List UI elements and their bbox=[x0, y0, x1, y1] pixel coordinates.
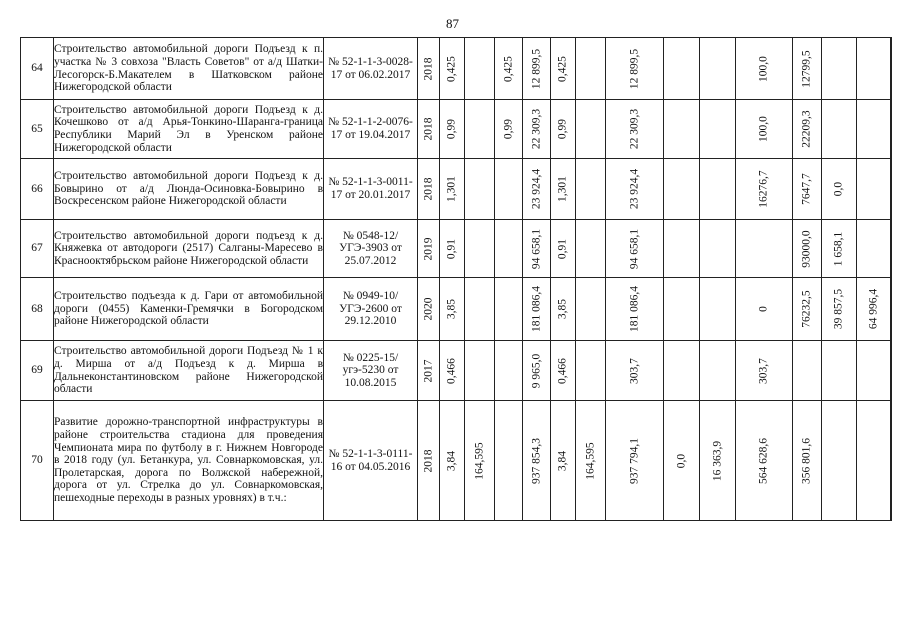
value-cell bbox=[736, 341, 793, 401]
value-text: 937 854,3 bbox=[530, 437, 543, 484]
value-cell bbox=[822, 38, 857, 100]
value-text: 12799,5 bbox=[800, 49, 813, 88]
value-cell bbox=[523, 220, 551, 278]
value-text: 0,99 bbox=[445, 118, 458, 140]
value-cell bbox=[418, 38, 440, 100]
value-text: 64 996,4 bbox=[867, 288, 880, 330]
value-text: 7647,7 bbox=[800, 173, 813, 205]
value-cell bbox=[700, 401, 736, 521]
value-text: 1 658,1 bbox=[832, 231, 845, 266]
value-text: 0,466 bbox=[445, 357, 458, 384]
value-cell bbox=[793, 341, 822, 401]
expertise-document: № 52-1-1-3-0111-16 от 04.05.2016 bbox=[324, 401, 418, 521]
value-cell bbox=[576, 100, 606, 159]
value-text: 12 899,5 bbox=[628, 48, 641, 89]
value-cell bbox=[664, 341, 700, 401]
value-text: 181 086,4 bbox=[628, 286, 641, 332]
table-row bbox=[21, 159, 892, 220]
row-number: 69 bbox=[21, 341, 54, 401]
value-cell bbox=[551, 341, 576, 401]
project-name: Строительство автомобильной дороги Подъезд к д. Кочешково от а/д Арья-Тонкино-Шаранга-граница Республики Марий Эл в Уренском районе Нижегородской области bbox=[54, 100, 324, 159]
table-row bbox=[21, 341, 892, 401]
project-name: Строительство автомобильной дороги Подъезд к п. участка № 3 совхоза "Власть Советов" от а/д Шатки-Лесогорск-Б.Макателем в Шатковском районе Нижегородской области bbox=[54, 38, 324, 100]
value-cell bbox=[465, 38, 495, 100]
value-text: 39 857,5 bbox=[832, 288, 845, 330]
value-text bbox=[891, 122, 892, 136]
value-cell bbox=[700, 159, 736, 220]
value-cell bbox=[576, 401, 606, 521]
value-text: 0,466 bbox=[556, 357, 569, 384]
value-cell bbox=[551, 278, 576, 341]
value-text: 3,84 bbox=[445, 450, 458, 471]
value-text: 2020 bbox=[422, 297, 435, 321]
value-cell bbox=[418, 159, 440, 220]
value-text: 0,99 bbox=[556, 118, 569, 140]
value-cell bbox=[736, 159, 793, 220]
value-cell bbox=[606, 401, 664, 521]
value-text: 164,595 bbox=[473, 441, 486, 480]
value-cell bbox=[700, 220, 736, 278]
value-cell bbox=[465, 159, 495, 220]
value-text: 0,91 bbox=[556, 238, 569, 259]
value-cell bbox=[440, 159, 465, 220]
expertise-document: № 0225-15/угэ-5230 от 10.08.2015 bbox=[324, 341, 418, 401]
value-cell bbox=[606, 341, 664, 401]
value-text: 0,0 bbox=[832, 181, 845, 197]
value-cell bbox=[440, 38, 465, 100]
value-text: 100,0 bbox=[757, 55, 770, 82]
value-text bbox=[891, 241, 892, 255]
value-cell bbox=[664, 401, 700, 521]
value-text: 12 899,5 bbox=[530, 48, 543, 89]
value-text bbox=[891, 453, 892, 467]
value-text: 23 924,4 bbox=[628, 168, 641, 210]
value-cell bbox=[857, 38, 891, 100]
value-cell bbox=[891, 278, 892, 341]
value-cell bbox=[606, 220, 664, 278]
value-cell bbox=[664, 159, 700, 220]
value-text: 0,425 bbox=[445, 55, 458, 82]
value-text: 94 658,1 bbox=[530, 228, 543, 269]
value-cell bbox=[551, 220, 576, 278]
row-number: 65 bbox=[21, 100, 54, 159]
value-cell bbox=[793, 278, 822, 341]
value-cell bbox=[495, 278, 523, 341]
value-cell bbox=[440, 220, 465, 278]
row-number: 67 bbox=[21, 220, 54, 278]
expertise-document: № 0548-12/УГЭ-3903 от 25.07.2012 bbox=[324, 220, 418, 278]
expertise-document: № 52-1-1-3-0011-17 от 20.01.2017 bbox=[324, 159, 418, 220]
value-text: 937 794,1 bbox=[628, 437, 641, 484]
value-text: 22 309,3 bbox=[530, 108, 543, 150]
value-cell bbox=[857, 159, 891, 220]
value-text: 3,85 bbox=[556, 298, 569, 320]
table-row bbox=[21, 401, 892, 521]
value-cell bbox=[736, 220, 793, 278]
value-cell bbox=[551, 100, 576, 159]
value-cell bbox=[700, 38, 736, 100]
value-cell bbox=[576, 278, 606, 341]
value-cell bbox=[465, 341, 495, 401]
value-text: 1,301 bbox=[556, 176, 569, 202]
value-cell bbox=[822, 401, 857, 521]
value-cell bbox=[793, 401, 822, 521]
value-cell bbox=[606, 278, 664, 341]
value-text bbox=[891, 363, 892, 377]
value-cell bbox=[551, 159, 576, 220]
value-text bbox=[891, 182, 892, 196]
value-cell bbox=[891, 38, 892, 100]
value-cell bbox=[465, 401, 495, 521]
value-text: 2018 bbox=[422, 449, 435, 472]
project-name: Строительство подъезда к д. Гари от автомобильной дороги (0455) Каменки-Гремячки в Богородском районе Нижегородской области bbox=[54, 278, 324, 341]
value-text: 93000,0 bbox=[800, 229, 813, 268]
value-cell bbox=[440, 401, 465, 521]
project-name: Строительство автомобильной дороги подъезд к д. Княжевка от автодороги (2517) Салганы-Маресево в Краснооктябрьском районе Нижегородской области bbox=[54, 220, 324, 278]
value-text: 0,425 bbox=[556, 55, 569, 82]
value-cell bbox=[495, 220, 523, 278]
value-text: 0,91 bbox=[445, 238, 458, 259]
value-cell bbox=[700, 100, 736, 159]
value-cell bbox=[440, 341, 465, 401]
value-cell bbox=[736, 278, 793, 341]
value-cell bbox=[606, 159, 664, 220]
value-text: 0,0 bbox=[675, 453, 688, 468]
row-number: 70 bbox=[21, 401, 54, 521]
value-cell bbox=[418, 220, 440, 278]
value-cell bbox=[606, 38, 664, 100]
value-cell bbox=[523, 278, 551, 341]
value-text: 2018 bbox=[422, 177, 435, 201]
value-cell bbox=[891, 100, 892, 159]
value-text: 2017 bbox=[422, 359, 435, 382]
value-cell bbox=[736, 100, 793, 159]
page-number: 87 bbox=[446, 16, 459, 31]
value-cell bbox=[440, 100, 465, 159]
value-cell bbox=[664, 220, 700, 278]
value-cell bbox=[700, 278, 736, 341]
expertise-document: № 52-1-1-3-0028-17 от 06.02.2017 bbox=[324, 38, 418, 100]
value-text: 0,425 bbox=[502, 55, 515, 82]
value-cell bbox=[700, 341, 736, 401]
value-cell bbox=[418, 278, 440, 341]
project-name: Развитие дорожно-транспортной инфраструктуры в районе строительства стадиона для проведения Чемпионата мира по футболу в г. Нижнем Новгороде в 2018 году (ул. Бетанкура, ул. Совнаркомовская, ул. Пролетарская, дорога по Волжской набережной, дорога от ул. Стрелка до ул. Совнаркомовская, пешеходные переходы в разных уровнях) в т.ч.: bbox=[54, 401, 324, 521]
value-cell bbox=[664, 38, 700, 100]
value-text: 2018 bbox=[422, 57, 435, 80]
table-row bbox=[21, 278, 892, 341]
table-row bbox=[21, 100, 892, 159]
value-cell bbox=[465, 100, 495, 159]
value-cell bbox=[857, 278, 891, 341]
value-cell bbox=[523, 159, 551, 220]
value-cell bbox=[793, 38, 822, 100]
value-text bbox=[891, 302, 892, 316]
value-text: 22 309,3 bbox=[628, 108, 641, 150]
value-cell bbox=[822, 159, 857, 220]
value-cell bbox=[793, 220, 822, 278]
projects-table bbox=[20, 37, 892, 521]
value-cell bbox=[891, 220, 892, 278]
value-cell bbox=[418, 100, 440, 159]
value-cell bbox=[523, 401, 551, 521]
project-name: Строительство автомобильной дороги Подъезд № 1 к д. Мирша от а/д Подъезд к д. Мирша в Дальнеконстантиновском районе Нижегородской области bbox=[54, 341, 324, 401]
expertise-document: № 0949-10/УГЭ-2600 от 29.12.2010 bbox=[324, 278, 418, 341]
value-cell bbox=[857, 220, 891, 278]
value-cell bbox=[418, 341, 440, 401]
value-cell bbox=[822, 100, 857, 159]
value-text: 22209,3 bbox=[800, 110, 813, 148]
value-text: 3,85 bbox=[445, 298, 458, 320]
value-cell bbox=[495, 100, 523, 159]
value-text: 303,7 bbox=[757, 357, 770, 384]
table-row bbox=[21, 220, 892, 278]
value-cell bbox=[495, 401, 523, 521]
value-text: 356 801,6 bbox=[800, 437, 813, 484]
value-cell bbox=[891, 341, 892, 401]
value-cell bbox=[822, 341, 857, 401]
value-cell bbox=[523, 38, 551, 100]
value-text: 0,99 bbox=[502, 118, 515, 140]
value-cell bbox=[576, 220, 606, 278]
value-text: 3,84 bbox=[556, 450, 569, 471]
value-cell bbox=[736, 38, 793, 100]
value-cell bbox=[606, 100, 664, 159]
value-cell bbox=[495, 159, 523, 220]
value-cell bbox=[857, 401, 891, 521]
value-text: 76232,5 bbox=[800, 290, 813, 328]
value-cell bbox=[495, 38, 523, 100]
value-cell bbox=[822, 278, 857, 341]
value-cell bbox=[736, 401, 793, 521]
value-cell bbox=[551, 401, 576, 521]
table-row bbox=[21, 38, 892, 100]
value-cell bbox=[465, 220, 495, 278]
value-cell bbox=[891, 401, 892, 521]
value-text: 16276,7 bbox=[757, 170, 770, 208]
value-text: 303,7 bbox=[628, 357, 641, 384]
value-text: 9 965,0 bbox=[530, 353, 543, 388]
value-cell bbox=[664, 278, 700, 341]
value-cell bbox=[576, 341, 606, 401]
value-cell bbox=[465, 278, 495, 341]
value-cell bbox=[857, 100, 891, 159]
value-cell bbox=[551, 38, 576, 100]
value-cell bbox=[822, 220, 857, 278]
row-number: 68 bbox=[21, 278, 54, 341]
value-text: 164,595 bbox=[584, 441, 597, 480]
value-text bbox=[891, 61, 892, 75]
value-text: 23 924,4 bbox=[530, 168, 543, 210]
expertise-document: № 52-1-1-2-0076-17 от 19.04.2017 bbox=[324, 100, 418, 159]
value-text: 16 363,9 bbox=[711, 440, 724, 481]
value-text: 2019 bbox=[422, 237, 435, 260]
value-text: 181 086,4 bbox=[530, 286, 543, 332]
value-text: 564 628,6 bbox=[757, 437, 770, 484]
project-name: Строительство автомобильной дороги Подъезд к д. Бовырино от а/д Люнда-Осиновка-Бовырино в Воскресенском районе Нижегородской области bbox=[54, 159, 324, 220]
value-cell bbox=[793, 100, 822, 159]
value-cell bbox=[495, 341, 523, 401]
value-text: 100,0 bbox=[757, 116, 770, 142]
value-cell bbox=[440, 278, 465, 341]
value-cell bbox=[418, 401, 440, 521]
value-text: 0 bbox=[757, 306, 770, 312]
value-text: 94 658,1 bbox=[628, 228, 641, 269]
value-cell bbox=[523, 341, 551, 401]
row-number: 64 bbox=[21, 38, 54, 100]
value-cell bbox=[576, 38, 606, 100]
value-text: 2018 bbox=[422, 117, 435, 141]
row-number: 66 bbox=[21, 159, 54, 220]
value-cell bbox=[891, 159, 892, 220]
value-cell bbox=[793, 159, 822, 220]
value-cell bbox=[576, 159, 606, 220]
value-cell bbox=[523, 100, 551, 159]
value-cell bbox=[857, 341, 891, 401]
value-cell bbox=[664, 100, 700, 159]
value-text: 1,301 bbox=[445, 176, 458, 202]
